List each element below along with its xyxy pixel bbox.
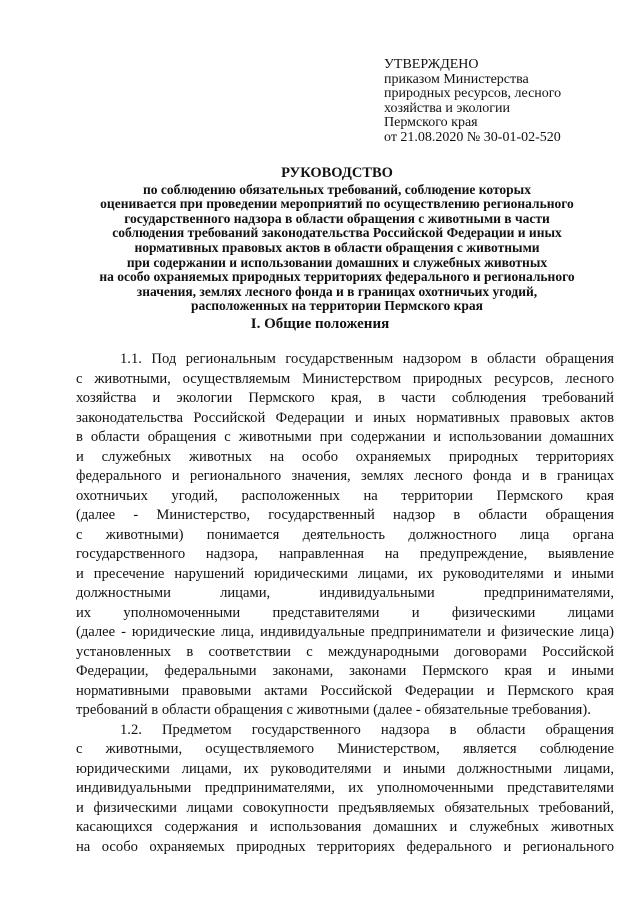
paragraph-line: их уполномоченными представителями и физическими лицами [76, 604, 614, 621]
paragraph-line: федерального и регионального значения, землях лесного фонда и в границах [76, 468, 614, 484]
paragraph-line: законодательства Российской Федерации и иных нормативных правовых актов [76, 409, 614, 426]
title-line: соблюдения требований законодательства Российской Федерации и иных [112, 225, 562, 241]
paragraph-line: и служебных животных на особо охраняемых природных территориях [76, 448, 614, 465]
title-line: по соблюдению обязательных требований, соблюдение которых [143, 181, 531, 197]
paragraph-line: 1.2. Предметом государственного надзора в области обращения [120, 721, 614, 738]
paragraph-line: с животными, осуществляемым Министерством природных ресурсов, лесного [76, 370, 614, 387]
approval-line: УТВЕРЖДЕНО [384, 57, 479, 72]
title-line: при содержании и использовании домашних и служебных животных [126, 254, 548, 270]
paragraph-line: должностными лицами, индивидуальными предпринимателями, [76, 585, 614, 601]
paragraph-line: индивидуальными предпринимателями, их уполномоченными представителями [76, 780, 614, 796]
approval-stamp [384, 58, 624, 145]
paragraph-line: (далее - Министерство, государственный надзор в области обращения [76, 507, 614, 523]
paragraph-line: в области обращения с животными при содержании и использовании домашних [76, 429, 614, 445]
paragraph-line: (далее - юридические лица, индивидуальные предприниматели и физические лица) [76, 624, 614, 640]
paragraph-line: охотничьих угодий, расположенных на территории Пермского края [76, 487, 614, 504]
title-line: на особо охраняемых природных территориях федерального и регионального [99, 269, 575, 285]
paragraph-line: требований в области обращения с животными (далее - обязательные требования). [76, 702, 591, 718]
title-line: расположенных на территории Пермского края [191, 298, 483, 314]
title-line: оценивается при проведении мероприятий по осуществлению регионального [100, 196, 574, 212]
section-heading: I. Общие положения [250, 316, 390, 332]
title-line: государственного надзора в области обращения с животными в части [124, 210, 550, 226]
paragraph-line: касающихся содержания и использования домашних и служебных животных [76, 819, 614, 835]
approval-line: приказом Министерства [384, 71, 529, 87]
approval-line: хозяйства и экологии [384, 100, 511, 116]
body-text [76, 350, 614, 857]
paragraph-line: нормативными правовыми актами Российской Федерации и Пермского края [76, 682, 614, 699]
paragraph-line: юридическими лицами, их руководителями и иными должностными лицами, [76, 760, 614, 777]
paragraph-line: на особо охраняемых природных территориях федерального и регионального [76, 838, 614, 855]
approval-line: Пермского края [384, 115, 478, 130]
title-main: РУКОВОДСТВО [281, 165, 393, 181]
title-line: значения, землях лесного фонда и в границах охотничьих угодий, [136, 283, 538, 299]
paragraph-line: Федерации, федеральными законами, законами Пермского края и иными [76, 663, 614, 679]
paragraph-line: и пресечение нарушений юридическими лицами, их руководителями и иными [76, 565, 614, 582]
paragraph-line: государственного надзора, направленная на предупреждение, выявление [76, 546, 614, 562]
document-title [52, 166, 622, 314]
paragraph-line: и физическими лицами совокупности предъявляемых обязательных требований, [76, 799, 614, 816]
approval-line: природных ресурсов, лесного [384, 86, 562, 101]
paragraph-line: с животными, осуществляемого Министерством, является соблюдение [76, 741, 614, 757]
paragraph-line: с животными) понимается деятельность должностного лица органа [76, 526, 614, 543]
paragraph-line: хозяйства и экологии Пермского края, в части соблюдения требований [76, 390, 614, 406]
title-line: нормативных правовых актов в области обращения с животными [134, 239, 540, 255]
approval-line: от 21.08.2020 № 30-01-02-520 [384, 129, 561, 145]
paragraph-line: установленных в соответствии с международными договорами Российской [76, 643, 614, 660]
paragraph-line: 1.1. Под региональным государственным надзором в области обращения [120, 351, 614, 367]
